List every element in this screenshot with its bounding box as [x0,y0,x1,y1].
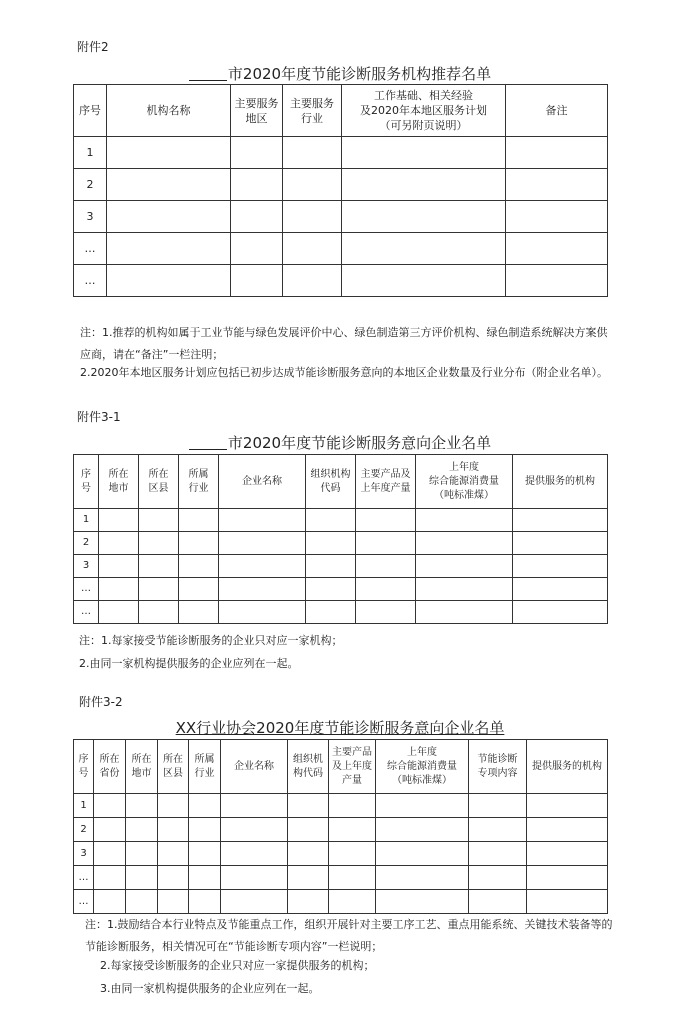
cell [107,265,231,297]
th-company-name: 企业名称 [221,740,288,794]
cell [506,233,608,265]
cell [376,818,469,842]
cell [356,578,416,601]
cell [179,578,219,601]
table-row [74,842,608,866]
cell [376,866,469,890]
table-row [74,890,608,914]
cell [189,794,221,818]
row-index: 1 [74,794,94,818]
cell [342,137,506,169]
cell [139,532,179,555]
cell [94,794,126,818]
cell [283,137,342,169]
cell [376,794,469,818]
th-index: 序 号 [74,455,99,509]
cell [221,890,288,914]
table-row [74,578,608,601]
th-org-code: 组织机构 代码 [306,455,356,509]
cell [219,509,306,532]
row-index: … [74,890,94,914]
cell [94,842,126,866]
cell [179,555,219,578]
th-company-name: 企业名称 [219,455,306,509]
cell [356,509,416,532]
cell [139,601,179,624]
cell [342,265,506,297]
cell [469,794,527,818]
cell [158,842,189,866]
cell [179,532,219,555]
cell [221,794,288,818]
row-index: … [74,866,94,890]
table-row [74,265,608,297]
row-index: … [74,265,107,297]
table1-title [150,63,530,84]
annex-label-2: 附件2 [77,40,109,54]
cell [283,233,342,265]
cell [231,201,283,233]
row-index: 2 [74,532,99,555]
row-index: 1 [74,137,107,169]
cell [99,532,139,555]
th-work-basis: 工作基础、相关经验 及2020年本地区服务计划 （可另附页说明） [342,85,506,137]
cell [107,201,231,233]
cell [513,555,608,578]
th-remarks: 备注 [506,85,608,137]
row-index: 2 [74,169,107,201]
cell [94,818,126,842]
table-row [74,233,608,265]
table2-note-1: 注：1.每家接受节能诊断服务的企业只对应一家机构； [79,634,343,647]
annex-label-3-2: 附件3-2 [79,695,123,709]
cell [189,866,221,890]
cell [126,794,158,818]
row-index: … [74,578,99,601]
table3-header-row [74,740,608,794]
cell [231,233,283,265]
table-row [74,509,608,532]
cell [99,578,139,601]
table1-note-1: 注：1.推荐的机构如属于工业节能与绿色发展评价中心、绿色制造第三方评价机构、绿色制造系统解决方案供应商，请在“备注”一栏注明； [80,326,608,361]
cell [107,233,231,265]
th-main-products: 主要产品 及上年度 产量 [329,740,376,794]
cell [231,265,283,297]
cell [139,555,179,578]
cell [416,601,513,624]
cell [219,578,306,601]
th-district: 所在 区县 [158,740,189,794]
cell [189,890,221,914]
cell [288,818,329,842]
cell [221,818,288,842]
cell [219,601,306,624]
table2-note-2: 2.由同一家机构提供服务的企业应列在一起。 [79,657,299,670]
cell [94,890,126,914]
annex-label-3-1: 附件3-1 [77,410,121,424]
cell [306,601,356,624]
cell [94,866,126,890]
th-diagnosis-content: 节能诊断 专项内容 [469,740,527,794]
table2-title-text: 市2020年度节能诊断服务意向企业名单 [227,434,492,452]
cell [506,201,608,233]
cell [107,137,231,169]
cell [506,265,608,297]
table-row [74,201,608,233]
cell [126,866,158,890]
cell [342,201,506,233]
table-row [74,601,608,624]
cell [513,532,608,555]
cell [107,169,231,201]
cell [342,233,506,265]
cell [329,794,376,818]
cell [506,137,608,169]
cell [469,890,527,914]
cell [356,532,416,555]
cell [126,818,158,842]
cell [221,842,288,866]
th-index: 序号 [74,85,107,137]
th-energy-consumption: 上年度 综合能源消费量 （吨标准煤） [376,740,469,794]
cell [329,890,376,914]
cell [99,555,139,578]
table3-note-3: 3.由同一家机构提供服务的企业应列在一起。 [100,982,320,995]
cell [179,509,219,532]
table1 [73,84,608,297]
th-energy-consumption: 上年度 综合能源消费量 （吨标准煤） [416,455,513,509]
cell [221,866,288,890]
row-index: 1 [74,509,99,532]
th-district: 所在 区县 [139,455,179,509]
title-blank [189,449,227,450]
table3 [73,739,608,914]
cell [283,201,342,233]
table-row [74,794,608,818]
cell [158,794,189,818]
table-row [74,137,608,169]
th-org-name: 机构名称 [107,85,231,137]
cell [158,890,189,914]
table3-note-1: 注：1.鼓励结合本行业特点及节能重点工作，组织开展针对主要工序工艺、重点用能系统、关键技术装备等的节能诊断服务，相关情况可在“节能诊断专项内容”一栏说明； [85,918,613,953]
cell [219,555,306,578]
cell [342,169,506,201]
cell [306,578,356,601]
cell [126,842,158,866]
table3-note-2: 2.每家接受诊断服务的企业只对应一家提供服务的机构； [100,959,375,972]
cell [189,842,221,866]
cell [306,555,356,578]
cell [356,601,416,624]
cell [527,890,608,914]
title-blank [189,80,227,81]
row-index: 3 [74,201,107,233]
cell [513,509,608,532]
cell [306,509,356,532]
table-row [74,555,608,578]
cell [139,578,179,601]
cell [231,137,283,169]
cell [189,818,221,842]
cell [527,842,608,866]
cell [158,818,189,842]
cell [506,169,608,201]
th-service-industry: 主要服务 行业 [283,85,342,137]
cell [139,509,179,532]
table1-note-2: 2.2020年本地区服务计划应包括已初步达成节能诊断服务意向的本地区企业数量及行业分布（附企业名单）。 [80,366,608,379]
th-main-products: 主要产品及 上年度产量 [356,455,416,509]
cell [231,169,283,201]
cell [376,890,469,914]
cell [416,578,513,601]
cell [376,842,469,866]
cell [416,509,513,532]
cell [99,601,139,624]
th-org-code: 组织机 构代码 [288,740,329,794]
cell [126,890,158,914]
th-province: 所在 省份 [94,740,126,794]
th-industry: 所属 行业 [189,740,221,794]
row-index: 2 [74,818,94,842]
cell [329,842,376,866]
cell [329,818,376,842]
cell [99,509,139,532]
cell [469,866,527,890]
cell [513,578,608,601]
cell [288,842,329,866]
row-index: 3 [74,842,94,866]
cell [513,601,608,624]
th-service-org: 提供服务的机构 [513,455,608,509]
row-index: 3 [74,555,99,578]
table-row [74,532,608,555]
th-city: 所在 地市 [126,740,158,794]
table3-title [150,717,530,738]
cell [527,818,608,842]
th-service-region: 主要服务 地区 [231,85,283,137]
cell [288,866,329,890]
cell [416,532,513,555]
th-service-org: 提供服务的机构 [527,740,608,794]
th-industry: 所属 行业 [179,455,219,509]
th-index: 序 号 [74,740,94,794]
table-row [74,169,608,201]
cell [283,265,342,297]
cell [527,794,608,818]
table1-title-text: 市2020年度节能诊断服务机构推荐名单 [227,65,492,83]
table3-title-text: XX行业协会2020年度节能诊断服务意向企业名单 [175,719,505,737]
cell [306,532,356,555]
cell [179,601,219,624]
th-city: 所在 地市 [99,455,139,509]
table-row [74,866,608,890]
cell [416,555,513,578]
table1-header-row [74,85,608,137]
cell [527,866,608,890]
cell [288,794,329,818]
cell [158,866,189,890]
cell [329,866,376,890]
cell [356,555,416,578]
cell [219,532,306,555]
table-row [74,818,608,842]
cell [283,169,342,201]
table2-header-row [74,455,608,509]
row-index: … [74,233,107,265]
table2 [73,454,608,624]
cell [469,842,527,866]
table2-title [150,432,530,453]
cell [469,818,527,842]
cell [288,890,329,914]
row-index: … [74,601,99,624]
